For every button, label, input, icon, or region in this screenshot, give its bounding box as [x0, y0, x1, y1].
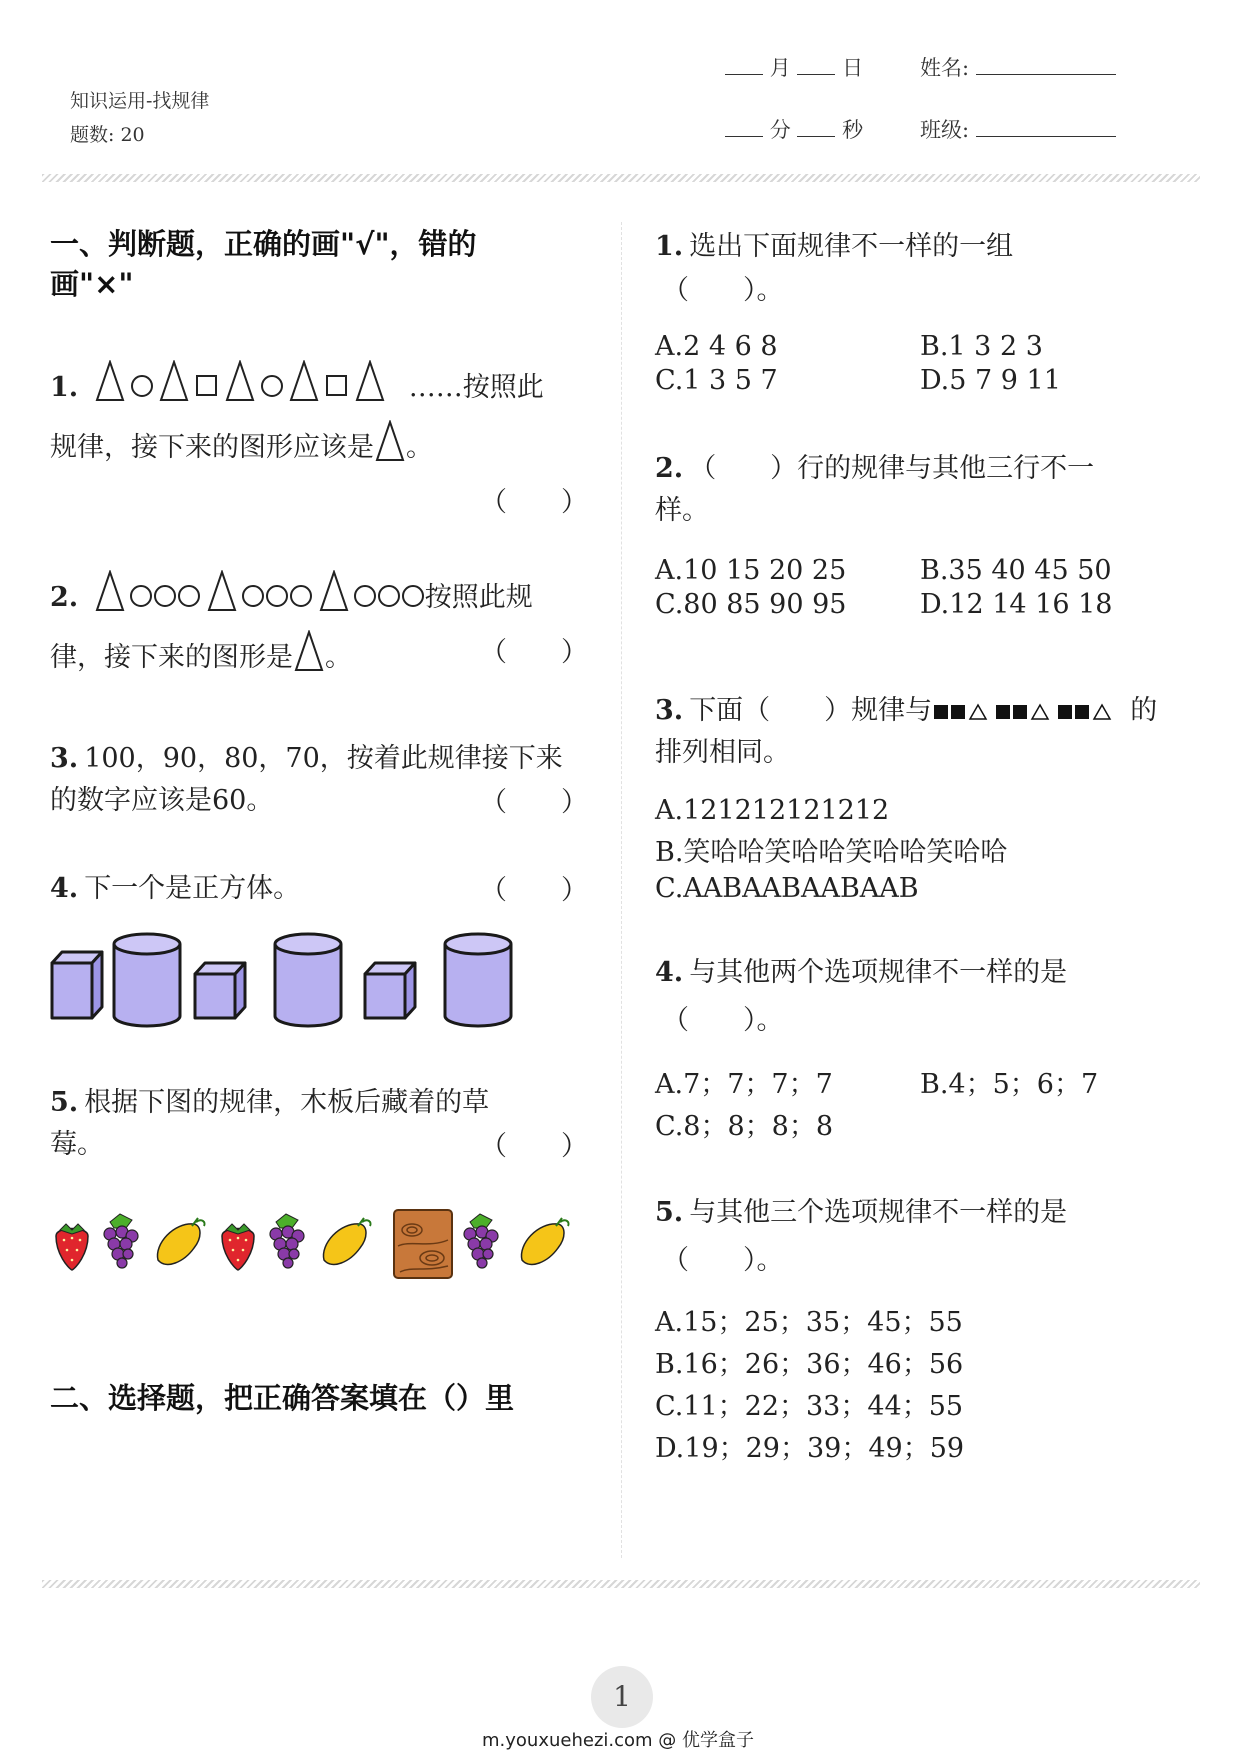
q-number: 3. [50, 743, 79, 774]
grape-icon [270, 1214, 304, 1268]
strawberry-icon [56, 1224, 88, 1270]
option-b: B.35 40 45 50 [920, 555, 1112, 586]
mango-icon [323, 1218, 370, 1264]
class-label: 班级: [920, 118, 970, 142]
day-label: 日 [842, 56, 864, 80]
name-field[interactable] [920, 52, 1116, 82]
option-b: B.1 3 2 3 [920, 331, 1043, 362]
q1-tail: ……按照此 [408, 372, 544, 403]
answer-blank[interactable]: （ ） [480, 787, 588, 818]
q4-text: 与其他两个选项规律不一样的是 [689, 957, 1068, 988]
q5-text: 与其他三个选项规律不一样的是 [689, 1197, 1068, 1228]
strawberry-icon [222, 1224, 254, 1270]
month-label: 月 [769, 56, 791, 80]
answer-blank[interactable]: （ ） [480, 875, 588, 906]
q-number: 4. [50, 873, 79, 904]
option-c: C.AABAABAABAAB [655, 873, 919, 904]
q-number: 2. [655, 453, 684, 484]
question-count: 题数: 20 [70, 124, 145, 146]
judge-q2-line1 [50, 570, 533, 619]
answer-blank[interactable]: （ ）。 [662, 275, 784, 306]
answer-blank[interactable]: （ ）。 [662, 1005, 784, 1036]
column-divider [621, 222, 622, 1558]
name-label: 姓名: [920, 56, 970, 80]
option-d: D.12 14 16 18 [920, 589, 1113, 620]
option-b: B.16；26；36；46；56 [655, 1349, 964, 1380]
class-field[interactable] [920, 114, 1116, 144]
circle-icon [155, 586, 175, 606]
option-a: A.121212121212 [655, 795, 890, 826]
judge-q1-line1 [50, 360, 544, 409]
triangle-icon [97, 572, 123, 610]
judge-q5-line2: 莓。 [50, 1129, 104, 1160]
triangle-icon [357, 362, 383, 400]
header-divider [42, 174, 1200, 182]
q-number: 5. [50, 1087, 79, 1118]
circle-icon [403, 586, 423, 606]
triangle-icon [161, 362, 187, 400]
triangle-icon [293, 630, 325, 672]
grape-icon [104, 1214, 138, 1268]
circle-icon [131, 586, 151, 606]
triangle-icon [97, 362, 123, 400]
q-number: 1. [655, 231, 684, 262]
q3-text: 下面（ ）规律与 [689, 695, 933, 726]
answer-blank[interactable]: （ ）。 [662, 1245, 784, 1276]
answer-blank[interactable]: （ ） [480, 487, 588, 518]
mango-icon [157, 1218, 204, 1264]
section2-title: 二、选择题，把正确答案填在（）里 [50, 1381, 515, 1415]
option-c: C.8；8；8；8 [655, 1111, 833, 1142]
square-icon [197, 376, 216, 395]
second-label: 秒 [842, 118, 864, 142]
option-b: B.4；5；6；7 [920, 1069, 1099, 1100]
q2-text: （ ）行的规律与其他三行不一 [689, 453, 1095, 484]
circle-icon [355, 586, 375, 606]
triangle-icon [374, 420, 406, 462]
q-number: 1. [50, 372, 79, 403]
answer-blank[interactable]: （ ） [480, 637, 588, 668]
choice-q2 [655, 448, 1094, 490]
choice-q4 [655, 952, 1067, 994]
q2-text: 律，接下来的图形是 [50, 642, 293, 673]
judge-q5-line1 [50, 1082, 489, 1124]
q2-period: 。 [325, 642, 352, 673]
footer-divider [42, 1580, 1200, 1588]
circle-icon [262, 376, 282, 396]
triangle-icon [291, 362, 317, 400]
q4-text: 下一个是正方体。 [84, 873, 301, 904]
cube-icon [195, 963, 245, 1018]
option-d: D.19；29；39；49；59 [655, 1433, 965, 1464]
cylinder-icon [445, 934, 511, 1026]
q5-text: 根据下图的规律，木板后藏着的草 [84, 1087, 490, 1118]
mango-icon [521, 1218, 568, 1264]
option-a: A.2 4 6 8 [655, 331, 778, 362]
option-d: D.5 7 9 11 [920, 365, 1061, 396]
minute-label: 分 [769, 118, 791, 142]
cube-cylinder-sequence [50, 930, 520, 1030]
option-c: C.80 85 90 95 [655, 589, 847, 620]
option-c: C.11；22；33；44；55 [655, 1391, 964, 1422]
circle-icon [291, 586, 311, 606]
q2-tail: 按照此规 [424, 582, 533, 613]
choice-q3-line2: 排列相同。 [655, 737, 790, 768]
option-a: A.15；25；35；45；55 [655, 1307, 963, 1338]
circle-icon [132, 376, 152, 396]
judge-q3-line1 [50, 738, 563, 780]
option-b: B.笑哈哈笑哈哈笑哈哈笑哈哈 [655, 837, 1008, 868]
worksheet-topic: 知识运用-找规律 [70, 90, 210, 112]
grape-icon [464, 1214, 498, 1268]
cube-icon [365, 963, 415, 1018]
section1-title: 一、判断题，正确的画"√"，错的画"×" [50, 227, 477, 301]
q3-text: 100，90，80，70，按着此规律接下来 [84, 743, 563, 774]
q-number: 5. [655, 1197, 684, 1228]
judge-q1-line2 [50, 420, 433, 469]
triangle-icon [321, 572, 347, 610]
judge-q2-line2 [50, 630, 352, 679]
shape-sequence-icon [93, 360, 409, 402]
site-credit[interactable]: m.youxuehezi.com @ 优学盒子 [482, 1730, 755, 1751]
q1-text: 规律，接下来的图形应该是 [50, 432, 374, 463]
q-number: 2. [50, 582, 79, 613]
q-number: 4. [655, 957, 684, 988]
circle-icon [267, 586, 287, 606]
q3-text-end: 的 [1130, 695, 1158, 726]
circle-icon [379, 586, 399, 606]
cylinder-icon [275, 934, 341, 1026]
date-field[interactable] [725, 52, 863, 82]
option-a: A.7；7；7；7 [655, 1069, 833, 1100]
wood-board-icon [394, 1210, 452, 1278]
circle-icon [179, 586, 199, 606]
choice-q2-line2: 样。 [655, 495, 709, 526]
fruit-sequence [50, 1200, 590, 1284]
option-c: C.1 3 5 7 [655, 365, 778, 396]
choice-q5 [655, 1192, 1067, 1234]
cube-icon [52, 952, 102, 1018]
time-field[interactable] [725, 114, 863, 144]
triangle-icon [209, 572, 235, 610]
pattern-symbols-icon [932, 699, 1130, 725]
option-a: A.10 15 20 25 [655, 555, 847, 586]
circle-icon [243, 586, 263, 606]
square-icon [327, 376, 346, 395]
q1-text: 选出下面规律不一样的一组 [689, 231, 1014, 262]
judge-q4 [50, 868, 300, 910]
cylinder-icon [114, 934, 180, 1026]
q1-period: 。 [406, 432, 433, 463]
q-number: 3. [655, 695, 684, 726]
judge-q3-line2: 的数字应该是60。 [50, 785, 274, 816]
page-number: 1 [591, 1666, 653, 1728]
shape-sequence-icon [93, 570, 467, 612]
choice-q1 [655, 226, 1013, 268]
triangle-icon [227, 362, 253, 400]
answer-blank[interactable]: （ ） [480, 1131, 588, 1162]
choice-q3 [655, 690, 1157, 732]
